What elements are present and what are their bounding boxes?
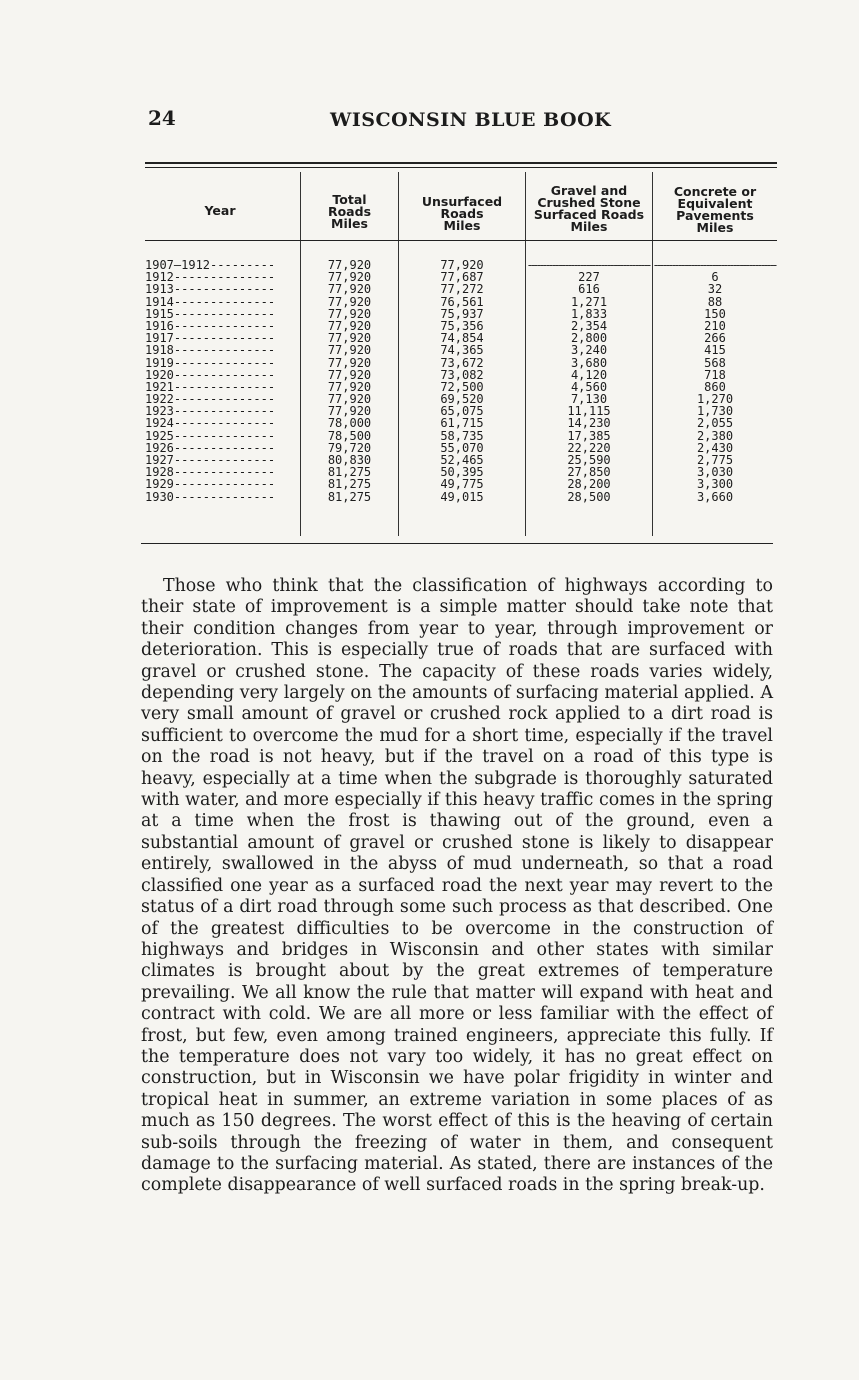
table-cell-total: 81,275 [327, 489, 372, 504]
table-row-year [145, 357, 295, 369]
running-head: WISCONSIN BLUE BOOK [330, 109, 612, 131]
table-cell-concrete: 3,030 [696, 465, 734, 480]
table-cell-unsurfaced: 58,735 [440, 428, 484, 443]
table-cell-concrete: 150 [704, 306, 726, 321]
table-row-year [145, 271, 295, 283]
table-cell-concrete: 2,775 [696, 453, 734, 467]
table-cell-total: 77,920 [327, 331, 372, 346]
table-cell-unsurfaced: 69,520 [440, 392, 484, 407]
table-cell-gravel: 2,800 [570, 331, 608, 346]
table-cell-concrete: 1,730 [696, 404, 734, 419]
table-row-year [145, 478, 295, 490]
table-cell-concrete: 2,430 [696, 440, 734, 455]
table-cell-gravel: 7,130 [570, 392, 608, 407]
table-cell-concrete: 1,270 [696, 392, 734, 407]
column-header-concrete: Concrete or Equivalent Pavements Miles [673, 184, 757, 235]
dot-leader: -------------- [173, 393, 276, 406]
table-cell-concrete: 3,660 [696, 489, 734, 504]
table-row-year [145, 259, 295, 271]
dot-leader: -------------- [173, 319, 276, 333]
dot-leader: -------------- [173, 332, 276, 345]
year-label: 1927 [145, 454, 174, 467]
year-label: 1907—1912 [145, 259, 211, 272]
table-cell-concrete: 568 [704, 355, 726, 370]
table-cell-concrete: 718 [704, 367, 726, 382]
table-row-year [145, 344, 295, 356]
year-label: 1929 [145, 478, 174, 491]
table-cell-concrete: 415 [704, 343, 726, 358]
table-cell-total: 77,920 [327, 404, 372, 419]
gravel-column [526, 259, 652, 503]
year-column [145, 259, 295, 503]
dot-leader: -------------- [173, 490, 276, 503]
table-cell-gravel: 3,240 [570, 343, 608, 358]
table-row-year [145, 442, 295, 454]
column-header-gravel: Gravel and Crushed Stone Surfaced Roads Miles [533, 183, 645, 234]
table-cell-concrete: 3,300 [696, 477, 734, 492]
table-cell-gravel: 616 [578, 282, 600, 297]
table-cell-concrete: 860 [704, 379, 726, 394]
table-cell-gravel: 11,115 [567, 404, 611, 419]
year-label: 1916 [145, 319, 174, 333]
table-cell-gravel: 25,590 [567, 453, 611, 467]
empty-cell-dashes: ---------------------------------------- [653, 259, 777, 272]
table-cell-unsurfaced: 73,082 [440, 367, 484, 382]
year-label: 1918 [145, 344, 174, 357]
table-cell-unsurfaced: 74,365 [440, 343, 484, 358]
table-cell-gravel: 28,500 [567, 489, 611, 504]
dot-leader: -------------- [173, 283, 276, 296]
table-row-year [145, 466, 295, 478]
table-cell-unsurfaced: 73,672 [440, 355, 484, 370]
table-row-year [145, 296, 295, 308]
year-label: 1913 [145, 283, 174, 296]
table-cell-unsurfaced: 77,272 [440, 282, 484, 297]
year-label: 1928 [145, 466, 174, 479]
year-label: 1926 [145, 441, 174, 454]
table-cell-total: 77,920 [327, 392, 372, 407]
table-cell-unsurfaced: 55,070 [440, 440, 484, 455]
table-cell-unsurfaced: 75,356 [440, 318, 484, 333]
table-cell-total: 79,720 [327, 440, 372, 455]
table-cell-unsurfaced: 77,920 [440, 258, 484, 272]
year-label: 1920 [145, 368, 174, 381]
table-cell-unsurfaced: 76,561 [440, 294, 484, 309]
header-bottom-rule [145, 240, 777, 241]
table-cell-gravel: 28,200 [567, 477, 611, 492]
year-label: 1917 [145, 332, 174, 345]
table-cell-gravel: 1,833 [570, 306, 608, 321]
dot-leader: -------------- [173, 466, 276, 479]
table-cell-unsurfaced: 49,015 [440, 489, 484, 504]
table-cell-gravel: 22,220 [567, 440, 611, 455]
concrete-column [653, 259, 777, 503]
table-row-year [145, 393, 295, 405]
page-number: 24 [148, 106, 176, 130]
year-label: 1921 [145, 380, 174, 394]
table-cell-total: 77,920 [327, 318, 372, 333]
table-cell-total: 77,920 [327, 258, 372, 272]
table-row-year [145, 332, 295, 344]
table-row-year [145, 381, 295, 393]
table-cell-concrete: 88 [707, 294, 723, 309]
table-cell-total: 80,830 [327, 453, 372, 467]
table-cell-total: 77,920 [327, 306, 372, 321]
dot-leader: -------------- [173, 271, 276, 284]
table-cell-unsurfaced: 50,395 [440, 465, 484, 480]
table-cell-gravel: 227 [578, 270, 600, 285]
table-cell-unsurfaced: 65,075 [440, 404, 484, 419]
table-row-year [145, 454, 295, 466]
year-label: 1930 [145, 490, 174, 503]
table-cell-gravel: 2,354 [570, 318, 608, 333]
table-cell-total: 81,275 [327, 477, 372, 492]
unsurfaced-column [399, 259, 525, 503]
table-top-rule-inner [145, 167, 777, 168]
table-cell-total: 77,920 [327, 343, 372, 358]
table-cell-unsurfaced: 49,775 [440, 477, 484, 492]
table-cell-concrete: 210 [704, 318, 726, 333]
dot-leader: -------------- [173, 295, 276, 308]
table-cell-unsurfaced: 72,500 [440, 379, 484, 394]
table-cell-unsurfaced: 74,854 [440, 331, 484, 346]
table-cell-concrete: 6 [711, 270, 719, 285]
table-cell-gravel: 1,271 [570, 294, 608, 309]
table-cell-unsurfaced: 52,465 [440, 453, 484, 467]
body-text [141, 576, 773, 1197]
road-mileage-table [145, 172, 777, 536]
table-cell-concrete: 32 [707, 282, 723, 297]
table-cell-gravel: 3,680 [570, 355, 608, 370]
table-cell-total: 77,920 [327, 355, 372, 370]
table-row-year [145, 430, 295, 442]
table-cell-total: 78,500 [327, 428, 372, 443]
table-cell-gravel: 14,230 [567, 416, 611, 431]
table-cell-total: 77,920 [327, 270, 372, 285]
table-cell-gravel: 17,385 [567, 428, 611, 443]
dot-leader: -------------- [173, 454, 276, 467]
table-cell-concrete: 2,380 [696, 428, 734, 443]
table-bottom-rule [141, 543, 773, 544]
table-row-year [145, 417, 295, 429]
year-label: 1915 [145, 307, 174, 320]
dot-leader: --------- [210, 259, 276, 272]
table-cell-gravel: 4,120 [570, 367, 608, 382]
table-row-year [145, 491, 295, 503]
table-cell-unsurfaced: 75,937 [440, 306, 484, 321]
column-header-unsurfaced: Unsurfaced Roads Miles [421, 194, 503, 233]
empty-cell-dashes: ---------------------------------------- [527, 259, 651, 272]
year-label: 1924 [145, 417, 174, 430]
table-cell-gravel: 27,850 [567, 465, 611, 480]
column-header-total: Total Roads Miles [327, 192, 372, 231]
dot-leader: -------------- [173, 429, 276, 442]
dot-leader: -------------- [173, 478, 276, 491]
table-cell-total: 78,000 [327, 416, 372, 431]
table-cell-concrete: 2,055 [696, 416, 734, 431]
year-label: 1919 [145, 356, 174, 369]
dot-leader: -------------- [173, 307, 276, 320]
year-label: 1925 [145, 429, 174, 442]
total-column [301, 259, 398, 503]
table-row-year [145, 405, 295, 417]
table-cell-unsurfaced: 77,687 [440, 270, 484, 285]
year-label: 1922 [145, 393, 174, 406]
column-header-year: Year [204, 203, 236, 218]
table-cell-total: 77,920 [327, 282, 372, 297]
body-paragraph: Those who think that the classification of highways according to their state of improvement is a simple matter should take note that their condition changes from year to year, through improvement or deterioration. This is especially true of roads that are surfaced with gravel or crushed stone. The capacity of these roads varies widely, depending very largely on the amounts of surfacing material applied. A very small amount of gravel or crushed rock applied to a dirt road is sufficient to overcome the mud for a short time, especially if the travel on the road is not heavy, but if the travel on a road of this type is heavy, especially at a time when the subgrade is thoroughly saturated with water, and more especially if this heavy traffic comes in the spring at a time when the frost is thawing out of the ground, even a substantial amount of gravel or crushed stone is likely to disappear entirely, swallowed in the abyss of mud underneath, so that a road classified one year as a surfaced road the next year may revert to the status of a dirt road through some such process as that described. One of the greatest difficulties to be overcome in the construction of highways and bridges in Wisconsin and other states with similar climates is brought about by the great extremes of temperature prevailing. We all know the rule that matter will expand with heat and contract with cold. We are all more or less familiar with the effect of frost, but few, even among trained engineers, appreciate this fully. If the temperature does not vary too widely, it has no great effect on construction, but in Wisconsin we have polar frigidity in winter and tropical heat in summer, an extreme variation in some places of as much as 150 degrees. The worst effect of this is the heaving of certain sub-soils through the freezing of water in them, and consequent damage to the surfacing material. As stated, there are instances of the complete disappearance of well surfaced roads in the spring break-up. [141, 576, 773, 1196]
table-row-year [145, 369, 295, 381]
dot-leader: -------------- [173, 356, 276, 369]
table-row-year [145, 320, 295, 332]
table-row-year [145, 283, 295, 295]
table-top-rule [145, 162, 777, 164]
dot-leader: -------------- [173, 380, 276, 394]
table-row-year [145, 308, 295, 320]
table-cell-concrete: 266 [704, 331, 726, 346]
table-cell-gravel: 4,560 [570, 379, 608, 394]
dot-leader: -------------- [173, 344, 276, 357]
dot-leader: -------------- [173, 417, 276, 430]
table-cell-total: 77,920 [327, 294, 372, 309]
dot-leader: -------------- [173, 368, 276, 381]
table-cell-total: 81,275 [327, 465, 372, 480]
dot-leader: -------------- [173, 405, 276, 418]
year-label: 1914 [145, 295, 174, 308]
table-cell-total: 77,920 [327, 379, 372, 394]
dot-leader: -------------- [173, 441, 276, 454]
year-label: 1912 [145, 271, 174, 284]
table-cell-total: 77,920 [327, 367, 372, 382]
year-label: 1923 [145, 405, 174, 418]
table-cell-unsurfaced: 61,715 [440, 416, 484, 431]
